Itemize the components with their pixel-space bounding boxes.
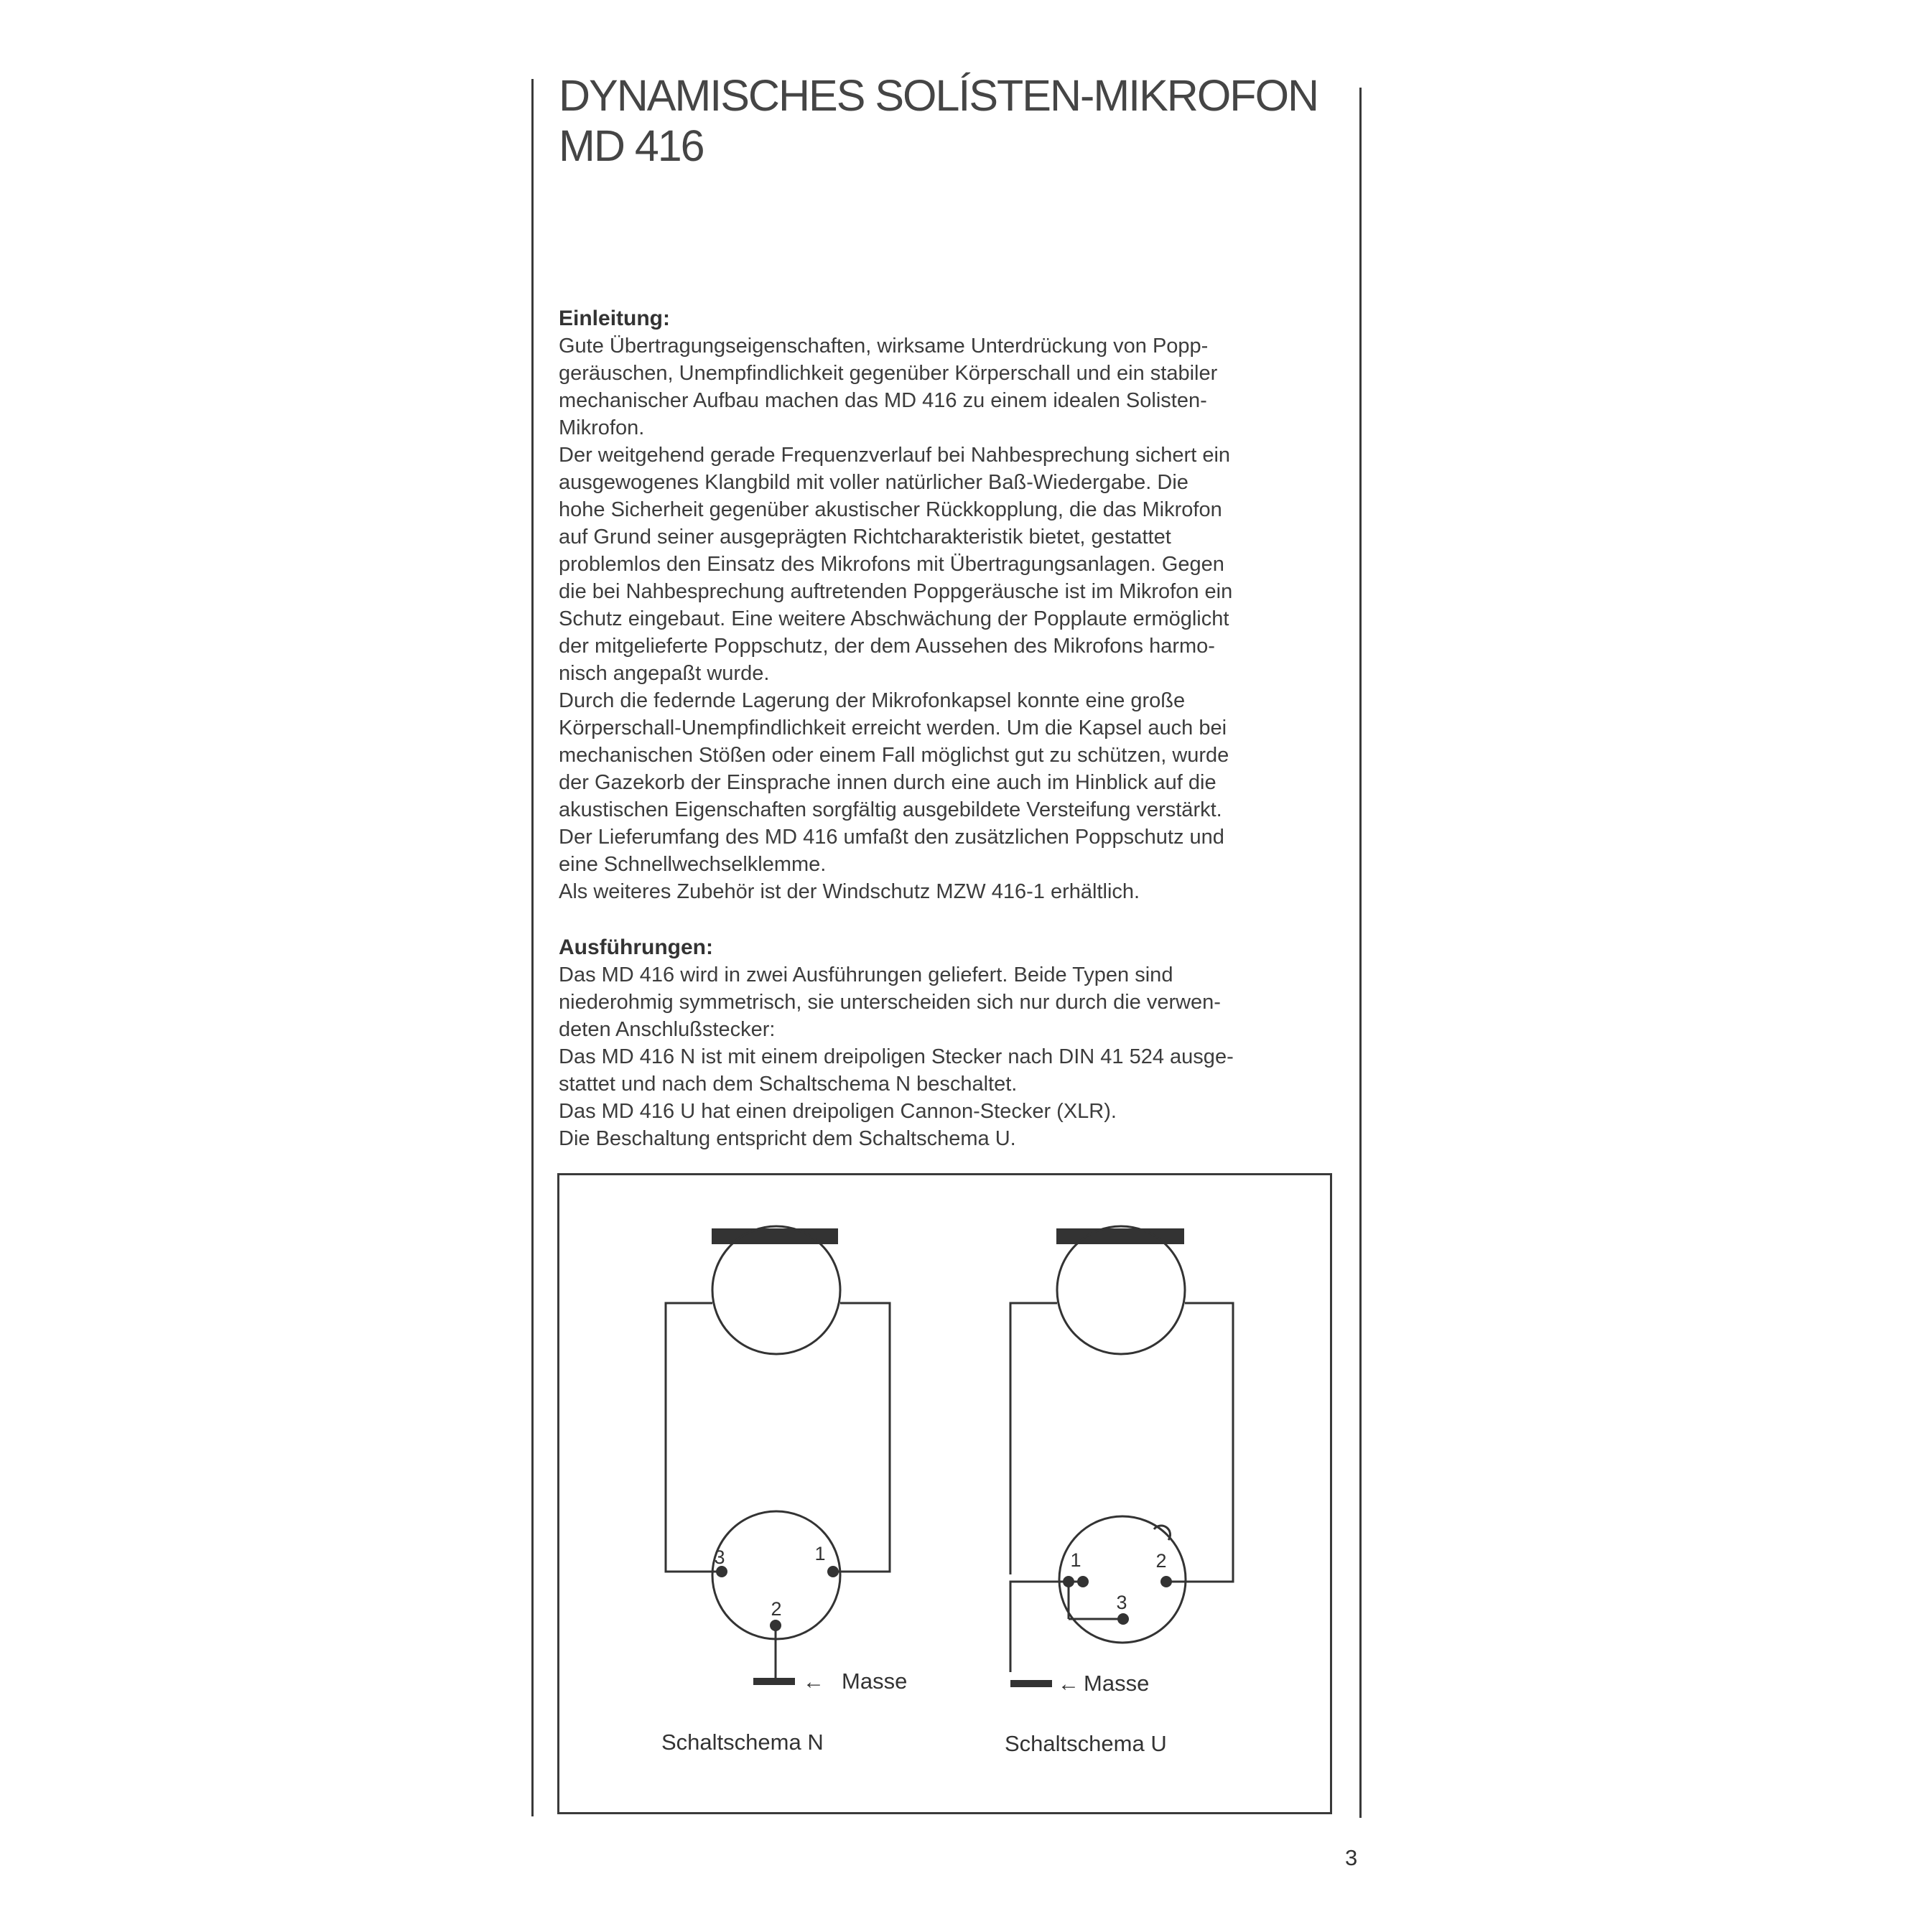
ausfuehrungen-line: Das MD 416 wird in zwei Ausführungen geliefert. Beide Typen sind	[559, 963, 1173, 986]
schaltschema-u	[1005, 1226, 1233, 1756]
einleitung-line: eine Schnellwechselklemme.	[559, 853, 827, 876]
ground-arrow-n: ←	[803, 1670, 824, 1694]
pin-label-n-3: 3	[714, 1546, 725, 1568]
wiring-diagrams-svg	[559, 1175, 1330, 1812]
einleitung-line: akustischen Eigenschaften sorgfältig ausgebildete Versteifung verstärkt.	[559, 798, 1222, 821]
einleitung-body	[559, 332, 1349, 905]
einleitung-line: mechanischen Stößen oder einem Fall möglichst gut zu schützen, wurde	[559, 744, 1229, 767]
ground-arrow-u: ←	[1058, 1672, 1079, 1696]
einleitung-line: Als weiteres Zubehör ist der Windschutz MZW 416-1 erhältlich.	[559, 880, 1140, 903]
einleitung-line: der Gazekorb der Einsprache innen durch eine auch im Hinblick auf die	[559, 771, 1216, 794]
wire-left-u	[1010, 1303, 1057, 1574]
ground-label-n: Masse	[842, 1669, 908, 1694]
wire-left-n	[666, 1303, 720, 1572]
ausfuehrungen-line: Die Beschaltung entspricht dem Schaltschema U.	[559, 1127, 1016, 1150]
section-gap	[559, 905, 1349, 934]
einleitung-line: nisch angepaßt wurde.	[559, 662, 770, 685]
page-number: 3	[1345, 1845, 1358, 1870]
einleitung-line: auf Grund seiner ausgeprägten Richtcharakteristik bietet, gestattet	[559, 526, 1171, 549]
caption-schaltschema-u: Schaltschema U	[1005, 1731, 1167, 1756]
ausfuehrungen-line: Das MD 416 N ist mit einem dreipoligen Stecker nach DIN 41 524 ausge-	[559, 1045, 1234, 1068]
pin-label-n-2: 2	[771, 1598, 782, 1620]
einleitung-line: Körperschall-Unempfindlichkeit erreicht werden. Um die Kapsel auch bei	[559, 717, 1227, 739]
right-margin-rule	[1359, 88, 1362, 1818]
einleitung-line: Gute Übertragungseigenschaften, wirksame Unterdrückung von Popp-	[559, 335, 1209, 358]
ausfuehrungen-line: niederohmig symmetrisch, sie unterscheiden sich nur durch die verwen-	[559, 991, 1221, 1014]
einleitung-heading: Einleitung:	[559, 307, 670, 330]
pin-label-u-1: 1	[1070, 1549, 1081, 1571]
ground-bar-u	[1010, 1680, 1052, 1687]
ausfuehrungen-heading: Ausführungen:	[559, 935, 713, 959]
pin-label-u-2: 2	[1155, 1550, 1167, 1572]
einleitung-line: Schutz eingebaut. Eine weitere Abschwächung der Popplaute ermöglicht	[559, 607, 1229, 630]
ausfuehrungen-body	[559, 961, 1349, 1152]
pin-label-n-1: 1	[814, 1543, 826, 1564]
title-line-2: MD 416	[559, 121, 704, 170]
wiring-diagram-figure	[557, 1173, 1332, 1814]
schaltschema-n	[661, 1226, 907, 1755]
pin-dot-u-1	[1077, 1576, 1089, 1587]
pin-label-u-3: 3	[1116, 1592, 1127, 1613]
ground-label-u: Masse	[1084, 1671, 1150, 1696]
page-title	[559, 70, 1356, 171]
einleitung-line: ausgewogenes Klangbild mit voller natürlicher Baß-Wiedergabe. Die	[559, 471, 1188, 494]
ground-bar-n	[753, 1678, 795, 1685]
capsule-bar-u	[1056, 1228, 1184, 1244]
einleitung-line: die bei Nahbesprechung auftretenden Poppgeräusche ist im Mikrofon ein	[559, 580, 1233, 603]
ausfuehrungen-line: stattet und nach dem Schaltschema N beschaltet.	[559, 1073, 1018, 1096]
junction-dot-u	[1063, 1576, 1074, 1587]
einleitung-line: hohe Sicherheit gegenüber akustischer Rückkopplung, die das Mikrofon	[559, 498, 1222, 521]
capsule-circle-n	[712, 1226, 840, 1354]
connector-latch-u	[1154, 1526, 1171, 1540]
wire-right-n	[835, 1303, 890, 1572]
einleitung-line: Der Lieferumfang des MD 416 umfaßt den zusätzlichen Poppschutz und	[559, 826, 1224, 849]
left-margin-rule	[531, 79, 534, 1816]
einleitung-line: der mitgelieferte Poppschutz, der dem Aussehen des Mikrofons harmo-	[559, 635, 1215, 658]
einleitung-line: Mikrofon.	[559, 416, 645, 439]
caption-schaltschema-n: Schaltschema N	[661, 1730, 824, 1755]
ausfuehrungen-line: deten Anschlußstecker:	[559, 1018, 776, 1041]
capsule-circle-u	[1057, 1226, 1185, 1354]
einleitung-line: problemlos den Einsatz des Mikrofons mit Übertragungsanlagen. Gegen	[559, 553, 1224, 576]
ausfuehrungen-line: Das MD 416 U hat einen dreipoligen Cannon-Stecker (XLR).	[559, 1100, 1117, 1123]
pin-dot-u-3	[1117, 1613, 1129, 1625]
ground-wire-u	[1010, 1582, 1021, 1672]
einleitung-line: mechanischer Aufbau machen das MD 416 zu einem idealen Solisten-	[559, 389, 1207, 412]
einleitung-line: geräuschen, Unempfindlichkeit gegenüber Körperschall und ein stabiler	[559, 362, 1218, 385]
einleitung-line: Durch die federnde Lagerung der Mikrofonkapsel konnte eine große	[559, 689, 1186, 712]
title-line-1: DYNAMISCHES SOLÍSTEN-MIKROFON	[559, 71, 1318, 120]
wire-right-u	[1166, 1303, 1233, 1582]
einleitung-line: Der weitgehend gerade Frequenzverlauf bei Nahbesprechung sichert ein	[559, 444, 1231, 467]
text-column	[559, 305, 1349, 1152]
pin-dot-u-2	[1160, 1576, 1172, 1587]
pin-dot-n-right	[827, 1566, 839, 1577]
